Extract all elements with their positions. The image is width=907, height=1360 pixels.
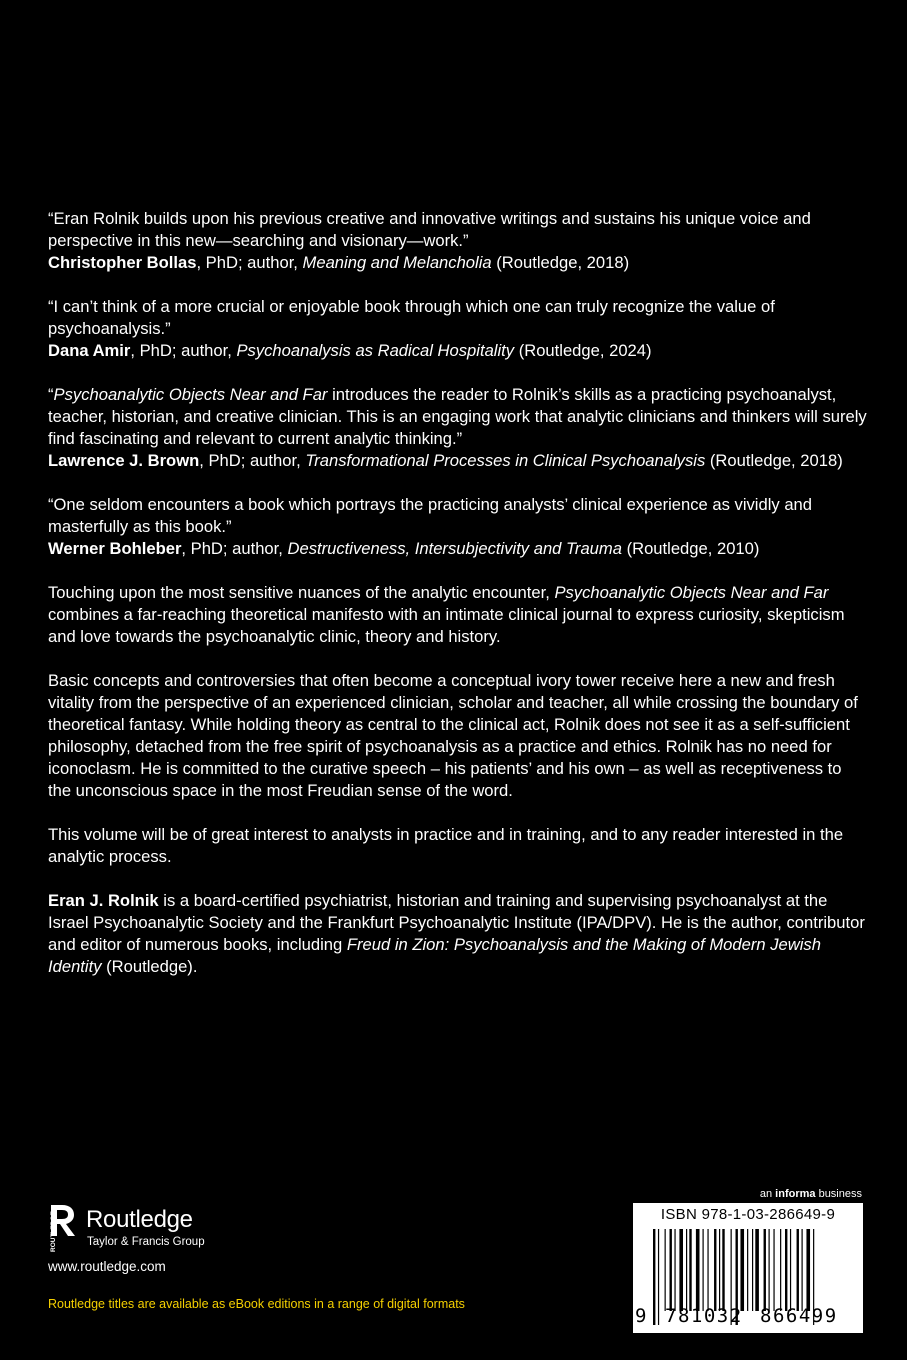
barcode-bar xyxy=(714,1229,716,1311)
endorser-book-title: Psychoanalysis as Radical Hospitality xyxy=(236,341,515,360)
endorser-name: Werner Bohleber xyxy=(48,539,182,558)
endorser-name: Dana Amir xyxy=(48,341,131,360)
endorser-publisher: (Routledge, 2010) xyxy=(621,539,760,558)
endorsement-bollas xyxy=(48,208,868,274)
isbn-barcode xyxy=(633,1203,863,1333)
author-book-title: Freud in Zion: Psychoanalysis and the Making of Modern Jewish Identity xyxy=(48,935,821,976)
endorsement-quote: “Eran Rolnik builds upon his previous creative and innovative writings and sustains his unique voice and perspective in this new—searching and visionary—work.” xyxy=(48,209,811,250)
barcode-bar xyxy=(752,1229,753,1311)
barcode-bar xyxy=(773,1229,774,1311)
barcode-bar xyxy=(665,1229,666,1311)
barcode-bar xyxy=(802,1229,803,1311)
endorser-name: Christopher Bollas xyxy=(48,253,197,272)
endorser-publisher: (Routledge, 2024) xyxy=(514,341,652,360)
barcode-bar xyxy=(707,1229,708,1311)
endorsement-quote-open: “ xyxy=(48,385,54,404)
author-name: Eran J. Rolnik xyxy=(48,891,159,910)
endorser-credential: , PhD; author, xyxy=(130,341,237,360)
endorsement-quote-title: Psychoanalytic Objects Near and Far xyxy=(53,385,328,404)
barcode-bar xyxy=(740,1229,744,1311)
description-paragraph-1: Touching upon the most sensitive nuances of the analytic encounter, Psychoanalytic Objects Near and Far combines a far-reaching theoretical manifesto with an intimate clinical journal to express curiosity, skepticism and love towards the psychoanalytic clinic, theory and history. xyxy=(48,583,845,646)
barcode-bar xyxy=(785,1229,787,1311)
barcode-bar xyxy=(658,1229,659,1325)
barcode-bar xyxy=(780,1229,781,1311)
endorsement-quote: “One seldom encounters a book which portrays the practicing analysts’ clinical experience as vividly and masterfully as this book.” xyxy=(48,495,813,536)
barcode-bar xyxy=(806,1229,810,1311)
endorser-book-title: Transformational Processes in Clinical Psychoanalysis xyxy=(305,451,706,470)
isbn-label: ISBN 978-1-03-286649-9 xyxy=(660,1206,836,1223)
back-cover-text xyxy=(48,208,868,1000)
publisher-name: Routledge xyxy=(86,1206,193,1233)
endorsement-quote: introduces the reader to Rolnik’s skills as a practicing psychoanalyst, teacher, historian, and creative clinician. This is an engaging work that analytic clinicians and thinkers will surely find fascinating and relevant to current analytic thinking.” xyxy=(48,385,867,448)
endorsement-quote: “I can’t think of a more crucial or enjoyable book through which one can truly recognize the value of psychoanalysis.” xyxy=(48,297,775,338)
endorser-publisher: (Routledge, 2018) xyxy=(705,451,843,470)
endorser-credential: , PhD; author, xyxy=(199,451,306,470)
ean-first-digit: 9 xyxy=(635,1305,647,1327)
barcode-bar xyxy=(653,1229,655,1325)
description-paragraph-3: This volume will be of great interest to analysts in practice and in training, and to any reader interested in the analytic process. xyxy=(48,825,844,866)
barcode-bar xyxy=(679,1229,683,1311)
ebook-note: Routledge titles are available as eBook editions in a range of digital formats xyxy=(48,1297,465,1311)
routledge-vertical-text: ROUTLEDGE xyxy=(50,1211,57,1252)
publisher-group: Taylor & Francis Group xyxy=(87,1236,205,1248)
endorser-name: Lawrence J. Brown xyxy=(48,451,200,470)
barcode-bar xyxy=(696,1229,700,1311)
book-title: Psychoanalytic Objects Near and Far xyxy=(554,583,829,602)
informa-business-label: an informa business xyxy=(759,1188,862,1200)
routledge-logo-icon xyxy=(48,1203,78,1253)
barcode-bar xyxy=(769,1229,770,1311)
endorser-book-title: Meaning and Melancholia xyxy=(302,253,492,272)
ean-right-group: 866499 xyxy=(760,1305,838,1327)
ean-left-group: 781032 xyxy=(665,1305,743,1327)
endorser-credential: , PhD; author, xyxy=(181,539,288,558)
barcode-bar xyxy=(719,1229,720,1311)
barcode-bar xyxy=(722,1229,724,1311)
endorser-publisher: (Routledge, 2018) xyxy=(491,253,630,272)
barcode-bar xyxy=(689,1229,691,1311)
endorsement-bohleber xyxy=(48,494,868,560)
barcode-bar xyxy=(670,1229,672,1311)
barcode-bar xyxy=(747,1229,748,1311)
endorser-book-title: Destructiveness, Intersubjectivity and Trauma xyxy=(287,539,622,558)
author-bio: Eran J. Rolnik is a board-certified psychiatrist, historian and training and supervising psychoanalyst at the Israel Psychoanalytic Society and the Frankfurt Psychoanalytic Institute (IPA/DPV). He is the author, contributor and editor of numerous books, including Freud in Zion: Psychoanalysis and the Making of Modern Jewish Identity (Routledge). xyxy=(48,891,865,976)
barcode-bar xyxy=(674,1229,675,1311)
barcode-bar xyxy=(755,1229,759,1311)
endorser-credential: , PhD; author, xyxy=(196,253,303,272)
endorsement-amir xyxy=(48,296,868,362)
barcode-bar xyxy=(703,1229,704,1311)
description-paragraph-2: Basic concepts and controversies that often become a conceptual ivory tower receive here a new and fresh vitality from the perspective of an experienced clinician, scholar and teacher, all while crossing the boundary of theoretical fantasy. While holding theory as central to the clinical act, Rolnik does not see it as a self-sufficient philosophy, detached from the free spirit of psychoanalysis as a practice and ethics. Rolnik has no need for iconoclasm. He is committed to the curative speech – his patients’ and his own – as well as receptiveness to the unconscious space in the most Freudian sense of the word. xyxy=(48,671,858,800)
endorsement-brown xyxy=(48,384,868,472)
publisher-url[interactable]: www.routledge.com xyxy=(48,1259,166,1274)
barcode-bar xyxy=(797,1229,799,1311)
barcode-bar xyxy=(790,1229,791,1311)
publisher-logo-block xyxy=(48,1203,268,1253)
barcode-bar xyxy=(686,1229,687,1311)
barcode-bar xyxy=(764,1229,766,1311)
